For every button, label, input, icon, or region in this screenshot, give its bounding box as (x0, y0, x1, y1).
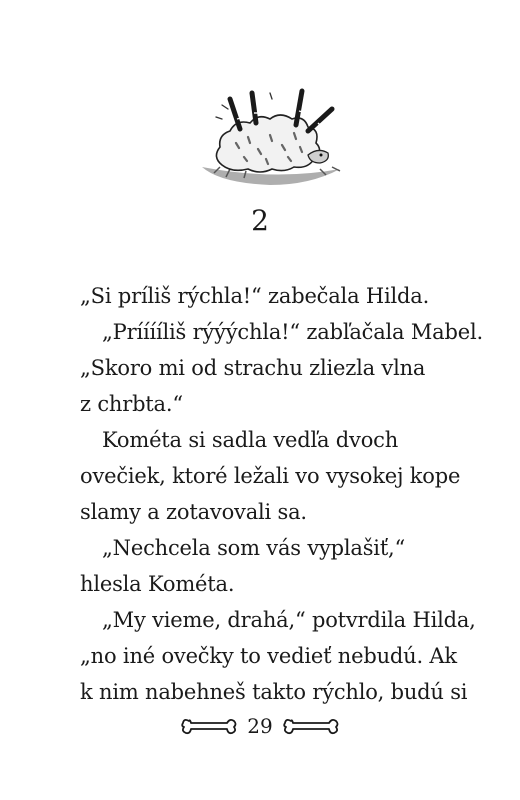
text-line: z chrbta.“ (80, 392, 183, 416)
text-line: hlesla Kométa. (80, 572, 235, 596)
text-line: slamy a zotavovali sa. (80, 500, 307, 524)
chapter-illustration (200, 85, 350, 195)
body-text (80, 278, 483, 710)
page-footer (0, 711, 520, 741)
bone-icon (181, 717, 237, 735)
bone-icon (283, 717, 339, 735)
text-line: „Nechcela som vás vyplašiť,“ (102, 536, 406, 560)
text-line: „Si príliš rýchla!“ zabečala Hilda. (80, 284, 430, 308)
text-line: ovečiek, ktoré ležali vo vysokej kope (80, 464, 461, 488)
page-number: 29 (247, 714, 273, 738)
text-line: „Prííííliš rýýýchla!“ zabľačala Mabel. (102, 320, 483, 344)
chapter-number: 2 (251, 204, 269, 237)
text-line: „no iné ovečky to vedieť nebudú. Ak (80, 644, 457, 668)
text-line: „Skoro mi od strachu zliezla vlna (80, 356, 426, 380)
sheep-in-hay-illustration (200, 85, 350, 195)
text-line: k nim nabehneš takto rýchlo, budú si (80, 680, 468, 704)
text-line: Kométa si sadla vedľa dvoch (102, 428, 399, 452)
text-line: „My vieme, drahá,“ potvrdila Hilda, (102, 608, 476, 632)
